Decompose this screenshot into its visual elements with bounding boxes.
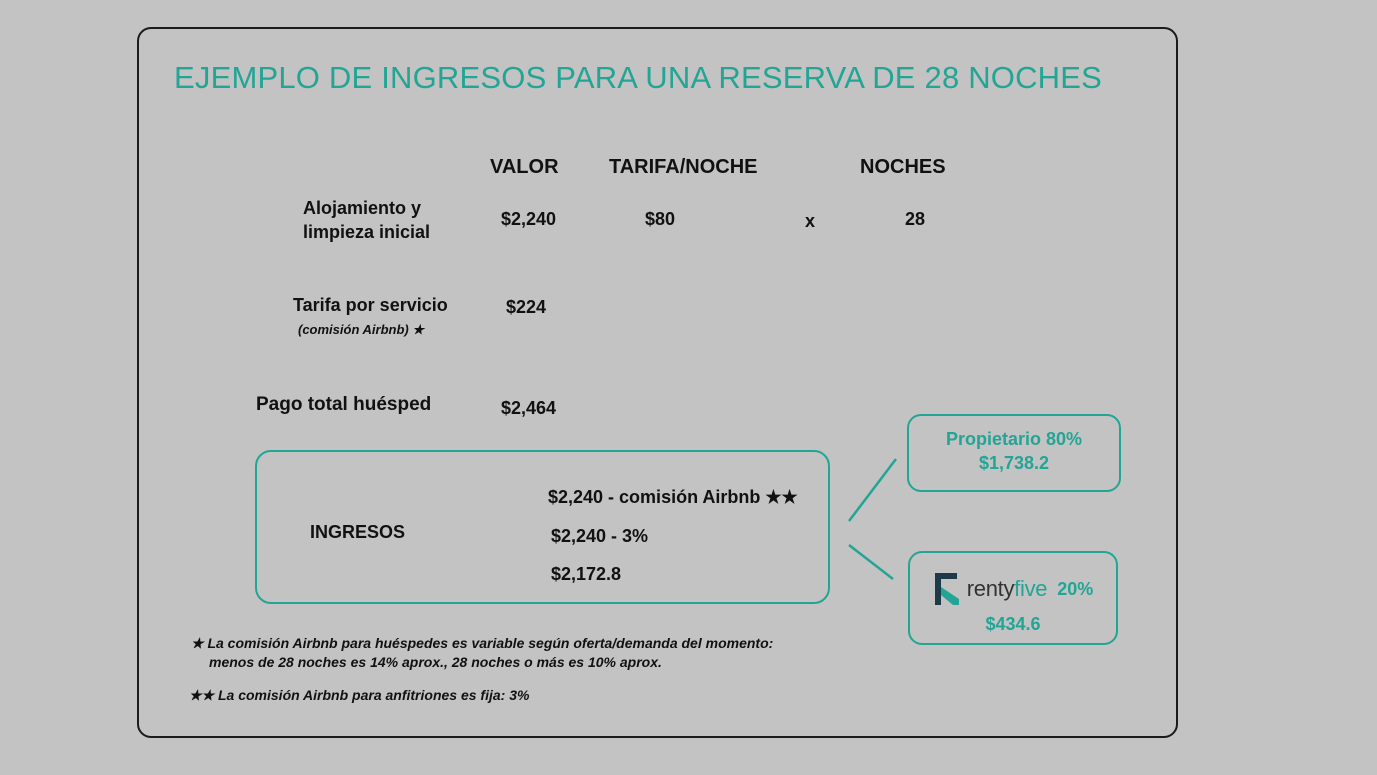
owner-share-amount: $1,738.2 xyxy=(978,453,1050,473)
rentyfive-logo-icon xyxy=(933,571,961,607)
ingresos-line-2: $2,240 - 3% xyxy=(551,526,649,546)
rentyfive-wordmark-suffix: five xyxy=(1014,576,1048,601)
footnote-guest-commission-line1: ★ La comisión Airbnb para huéspedes es variable según oferta/demanda del momento: xyxy=(191,635,774,651)
page-title: EJEMPLO DE INGRESOS PARA UNA RESERVA DE 28 NOCHES xyxy=(174,60,1103,95)
rentyfive-logo-row xyxy=(910,571,1116,607)
footnote-guest-commission xyxy=(191,634,773,672)
ingresos-line-3: $2,172.8 xyxy=(551,564,622,584)
footnote-host-commission: ★★ La comisión Airbnb para anfitriones es fija: 3% xyxy=(189,687,530,703)
rentyfive-wordmark-prefix: renty xyxy=(966,576,1015,601)
header-noches: NOCHES xyxy=(860,156,946,178)
connector-to-owner xyxy=(849,459,896,521)
header-valor: VALOR xyxy=(490,156,559,178)
rentyfive-share-box xyxy=(908,551,1118,645)
row-alojamiento-valor: $2,240 xyxy=(501,209,557,229)
ingresos-label: INGRESOS xyxy=(310,522,406,542)
rentyfive-wordmark xyxy=(967,576,1047,602)
rentyfive-share-amount: $434.6 xyxy=(985,614,1041,634)
ingresos-line-1: $2,240 - comisión Airbnb ★★ xyxy=(548,487,798,507)
row-tarifa-servicio-sublabel: (comisión Airbnb) ★ xyxy=(298,322,425,337)
row-tarifa-servicio-valor: $224 xyxy=(506,297,547,317)
header-tarifa-noche: TARIFA/NOCHE xyxy=(609,156,758,178)
rentyfive-share-percent: 20% xyxy=(1057,578,1094,599)
owner-share-box xyxy=(907,414,1121,492)
row-tarifa-servicio-label: Tarifa por servicio xyxy=(293,295,448,315)
row-alojamiento-tarifa: $80 xyxy=(645,209,676,229)
row-alojamiento-label-line2: limpieza inicial xyxy=(303,222,431,242)
row-pago-total-valor: $2,464 xyxy=(501,398,557,418)
connector-to-rentyfive xyxy=(849,545,893,579)
row-alojamiento-noches: 28 xyxy=(905,209,926,229)
footnote-guest-commission-line2: menos de 28 noches es 14% aprox., 28 noches o más es 10% aprox. xyxy=(209,654,662,670)
row-alojamiento-label-line1: Alojamiento y xyxy=(303,198,422,218)
multiply-sign: x xyxy=(805,211,816,231)
owner-share-title: Propietario 80% xyxy=(945,429,1083,449)
row-pago-total-label: Pago total huésped xyxy=(256,394,432,415)
